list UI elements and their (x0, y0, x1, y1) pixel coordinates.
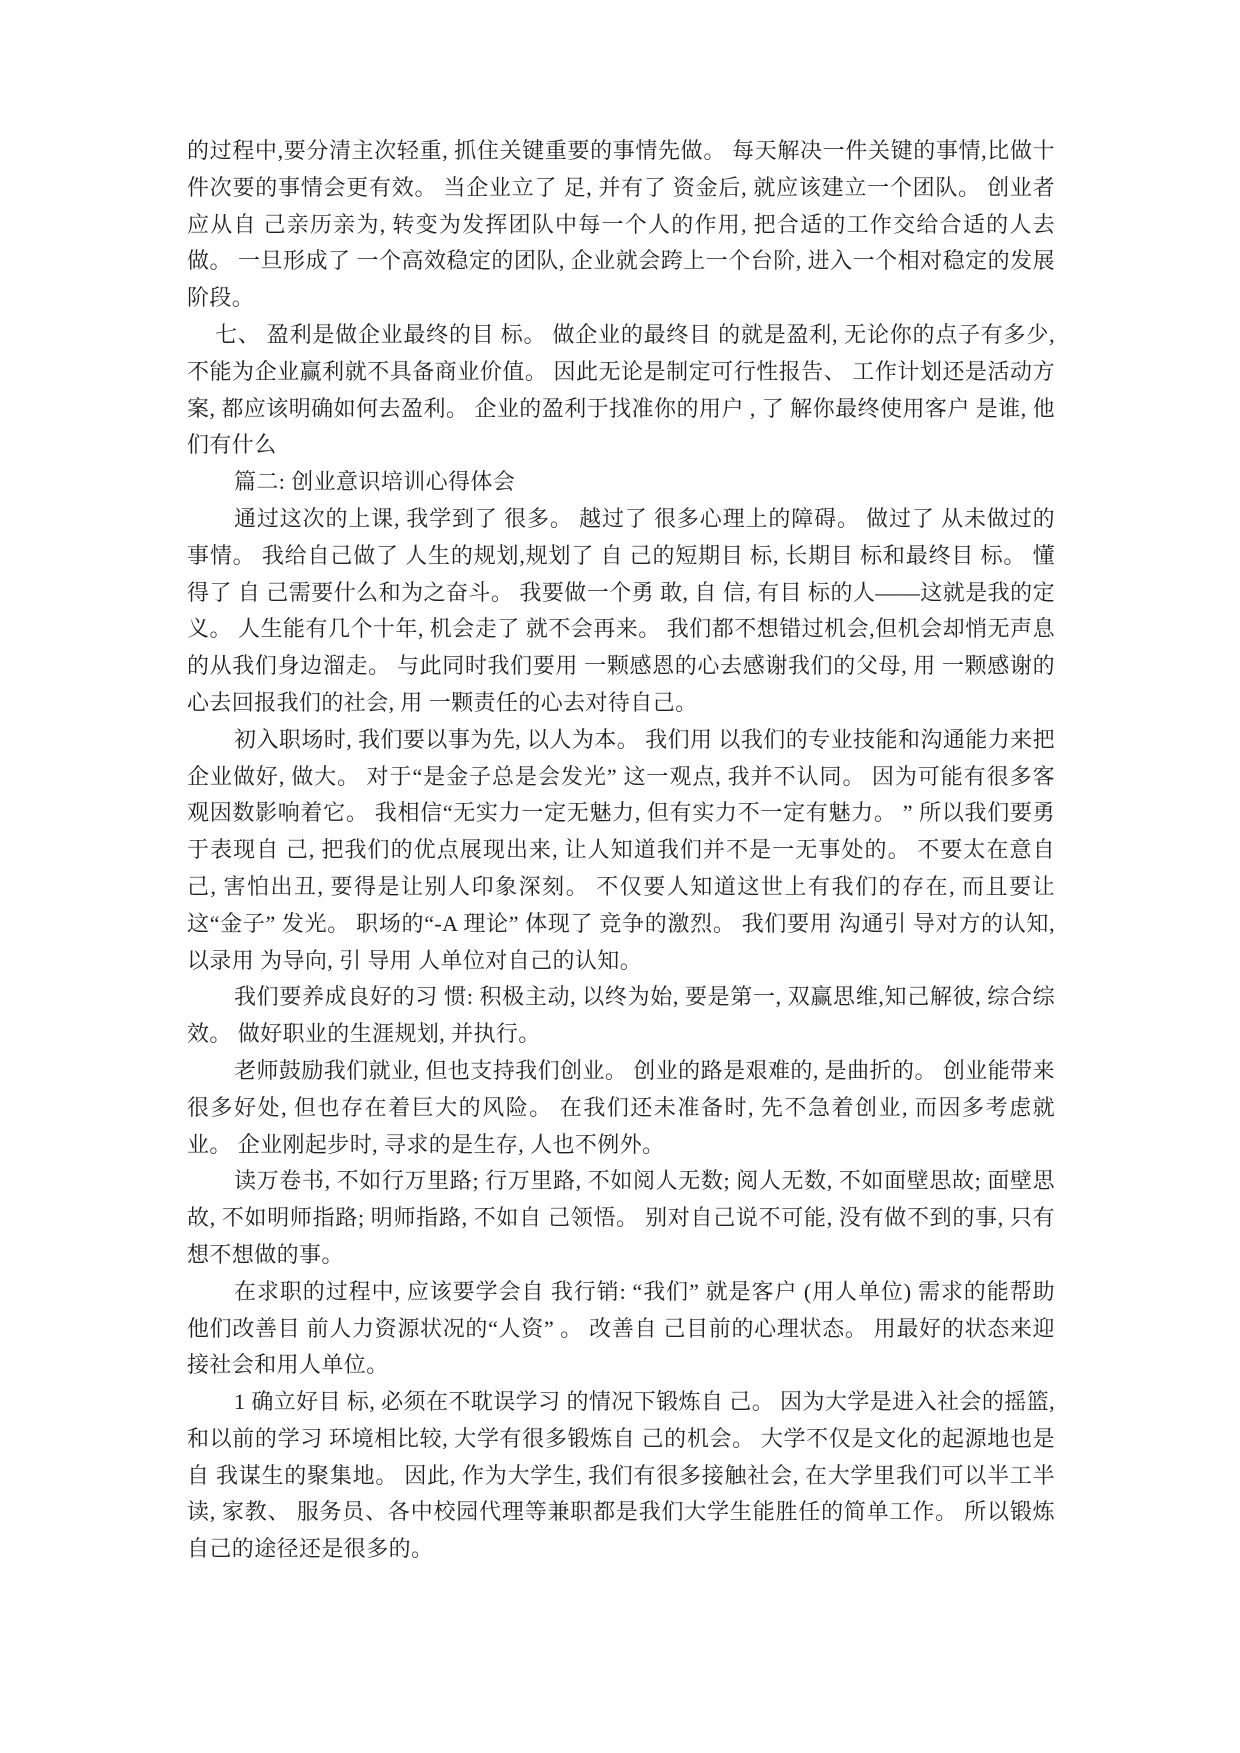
paragraph-8: 读万卷书, 不如行万里路; 行万里路, 不如阅人无数; 阅人无数, 不如面壁思故; 面壁思故, 不如明师指路; 明师指路, 不如自 己领悟。 别对自己说不可能, 没有做不到的事, 只有想不想做的事。 (187, 1168, 1055, 1267)
document-page (187, 133, 1055, 1568)
paragraph-5: 初入职场时, 我们要以事为先, 以人为本。 我们用 以我们的专业技能和沟通能力来把企业做好, 做大。 对于“是金子总是会发光” 这一观点, 我并不认同。 因为可能有很多客观因数影响着它。 我相信“无实力一定无魅力, 但有实力不一定有魅力。 ” 所以我们要勇于表现自 己, 把我们的优点展现出来, 让人知道我们并不是一无事处的。 不要太在意自己, 害怕出丑, 要得是让别人印象深刻。 不仅要人知道这世上有我们的存在, 而且要让这“金子” 发光。 职场的“-A 理论” 体现了 竞争的激烈。 我们要用 沟通引 导对方的认知, 以录用 为导向, 引 导用 人单位对自己的认知。 (187, 726, 1055, 973)
paragraph-4: 通过这次的上课, 我学到了 很多。 越过了 很多心理上的障碍。 做过了 从未做过的事情。 我给自己做了 人生的规划,规划了 自 己的短期目 标, 长期目 标和最终目 标。 懂得了 自 己需要什么和为之奋斗。 我要做一个勇 敢, 自 信, 有目 标的人——这就是我的定义。 人生能有几个十年, 机会走了 就不会再来。 我们都不想错过机会,但机会却悄无声息的从我们身边溜走。 与此同时我们要用 一颗感恩的心去感谢我们的父母, 用 一颗感谢的心去回报我们的社会, 用 一颗责任的心去对待自己。 (187, 505, 1055, 715)
paragraph-6: 我们要养成良好的习 惯: 积极主动, 以终为始, 要是第一, 双赢思维,知己解彼, 综合综效。 做好职业的生涯规划, 并执行。 (187, 984, 1055, 1047)
paragraph-9: 在求职的过程中, 应该要学会自 我行销: “我们” 就是客户 (用人单位) 需求的能帮助他们改善目 前人力资源状况的“人资” 。 改善自 己目前的心理状态。 用最好的状态来迎接社会和用人单位。 (187, 1278, 1055, 1378)
paragraph-2: 七、 盈利是做企业最终的目 标。 做企业的最终目 的就是盈利, 无论你的点子有多少, 不能为企业赢利就不具备商业价值。 因此无论是制定可行性报告、 工作计划还是活动方案, 都应该明确如何去盈利。 企业的盈利于找准你的用户 , 了 解你最终使用客户 是谁, 他们有什么 (187, 321, 1055, 458)
paragraph-10: 1 确立好目 标, 必须在不耽误学习 的情况下锻炼自 己。 因为大学是进入社会的摇篮, 和以前的学习 环境相比较, 大学有很多锻炼自 己的机会。 大学不仅是文化的起源地也是自 我谋生的聚集地。 因此, 作为大学生, 我们有很多接触社会, 在大学里我们可以半工半读, 家教、 服务员、各中校园代理等兼职都是我们大学生能胜任的简单工作。 所以锻炼自己的途径还是很多的。 (187, 1389, 1055, 1562)
paragraph-1: 的过程中,要分清主次轻重, 抓住关键重要的事情先做。 每天解决一件关键的事情,比做十件次要的事情会更有效。 当企业立了 足, 并有了 资金后, 就应该建立一个团队。 创业者应从自 己亲历亲为, 转变为发挥团队中每一个人的作用, 把合适的工作交给合适的人去做。 一旦形成了 一个高效稳定的团队, 企业就会跨上一个台阶, 进入一个相对稳定的发展阶段。 (187, 138, 1055, 311)
paragraph-7: 老师鼓励我们就业, 但也支持我们创业。 创业的路是艰难的, 是曲折的。 创业能带来很多好处, 但也存在着巨大的风险。 在我们还未准备时, 先不急着创业, 而因多考虑就业。 企业刚起步时, 寻求的是生存, 人也不例外。 (187, 1057, 1055, 1157)
paragraph-3: 篇二: 创业意识培训心得体会 (234, 469, 516, 495)
document-body-text (187, 133, 1055, 1568)
